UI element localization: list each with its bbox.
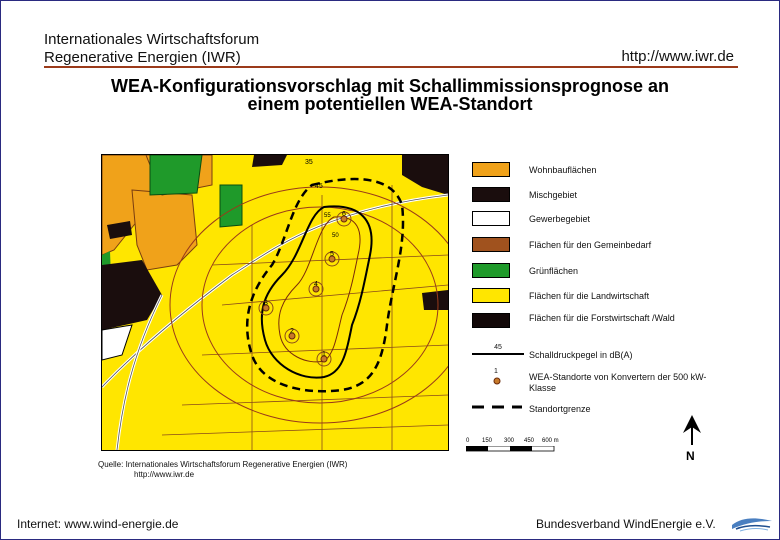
legend-swatch-agriculture bbox=[472, 288, 510, 303]
legend-swatch-green bbox=[472, 263, 510, 278]
contour-label-45: 45 bbox=[315, 183, 323, 190]
contour-label-55: 55 bbox=[324, 213, 331, 219]
scale-tick-450: 450 bbox=[524, 438, 535, 444]
turbine-2-label: 2 bbox=[290, 328, 294, 335]
legend-label-mixed: Mischgebiet bbox=[529, 190, 578, 200]
legend-label-contour: Schalldruckpegel in dB(A) bbox=[529, 350, 633, 360]
legend-contour-line bbox=[472, 353, 524, 355]
organization-name bbox=[44, 31, 259, 67]
legend-label-residential: Wohnbauflächen bbox=[529, 165, 597, 175]
legend-label-public: Flächen für den Gemeinbedarf bbox=[529, 240, 652, 250]
scale-tick-300: 300 bbox=[504, 438, 515, 444]
footer-organization: Bundesverband WindEnergie e.V. bbox=[536, 517, 716, 531]
legend-swatch-public bbox=[472, 237, 510, 252]
scale-bar-graphic bbox=[466, 446, 556, 452]
logo-svg bbox=[730, 515, 774, 533]
legend-swatch-mixed bbox=[472, 187, 510, 202]
turbine-symbol-icon bbox=[492, 376, 502, 386]
legend-label-forest: Flächen für die Forstwirtschaft /Wald bbox=[529, 313, 675, 323]
turbine-3-label: 3 bbox=[264, 300, 268, 307]
forest-area-east bbox=[422, 290, 448, 310]
source-line-1: Quelle: Internationales Wirtschaftsforum Regenerative Energien (IWR) bbox=[98, 460, 348, 469]
turbine-5-label: 5 bbox=[330, 251, 334, 258]
legend-label-boundary: Standortgrenze bbox=[529, 404, 591, 414]
north-label: N bbox=[686, 449, 695, 463]
land-use-map bbox=[101, 154, 449, 451]
bwe-logo-icon bbox=[730, 515, 774, 538]
slide-title bbox=[40, 77, 740, 113]
scale-tick-600: 600 m bbox=[542, 438, 559, 444]
north-arrow-icon bbox=[681, 415, 703, 445]
legend-swatch-residential bbox=[472, 162, 510, 177]
legend-label-commercial: Gewerbegebiet bbox=[529, 214, 591, 224]
legend-turbine-value: 1 bbox=[494, 368, 498, 375]
legend-swatch-commercial bbox=[472, 211, 510, 226]
source-note bbox=[98, 460, 347, 480]
turbine-4-label: 4 bbox=[314, 281, 318, 288]
turbine-1-label: 1 bbox=[322, 351, 326, 358]
header-divider bbox=[44, 66, 738, 68]
org-line-2: Regenerative Energien (IWR) bbox=[44, 49, 241, 66]
legend-swatch-forest bbox=[472, 313, 510, 328]
turbine-6-label: 6 bbox=[342, 211, 346, 218]
contour-label-50: 50 bbox=[332, 233, 339, 239]
map-svg bbox=[102, 155, 448, 450]
org-line-1: Internationales Wirtschaftsforum bbox=[44, 31, 260, 48]
title-line-1: WEA-Konfigurationsvorschlag mit Schallimmissionsprognose an bbox=[110, 76, 670, 96]
legend-label-turbine: WEA-Standorte von Konvertern der 500 kW-Klasse bbox=[529, 372, 707, 393]
scale-tick-0: 0 bbox=[466, 438, 470, 444]
legend-contour-value: 45 bbox=[494, 344, 502, 351]
legend-label-green: Grünflächen bbox=[529, 266, 579, 276]
green-area-north bbox=[150, 155, 202, 195]
header-url[interactable]: http://www.iwr.de bbox=[621, 48, 734, 65]
title-line-2: einem potentiellen WEA-Standort bbox=[247, 94, 533, 114]
footer-internet[interactable]: Internet: www.wind-energie.de bbox=[17, 517, 179, 531]
contour-label-top: 35 bbox=[305, 159, 313, 166]
legend-boundary-line bbox=[472, 404, 522, 410]
legend-label-agriculture: Flächen für die Landwirtschaft bbox=[529, 291, 650, 301]
north-arrow bbox=[681, 415, 703, 463]
source-line-2[interactable]: http://www.iwr.de bbox=[134, 470, 195, 479]
scale-tick-150: 150 bbox=[482, 438, 493, 444]
